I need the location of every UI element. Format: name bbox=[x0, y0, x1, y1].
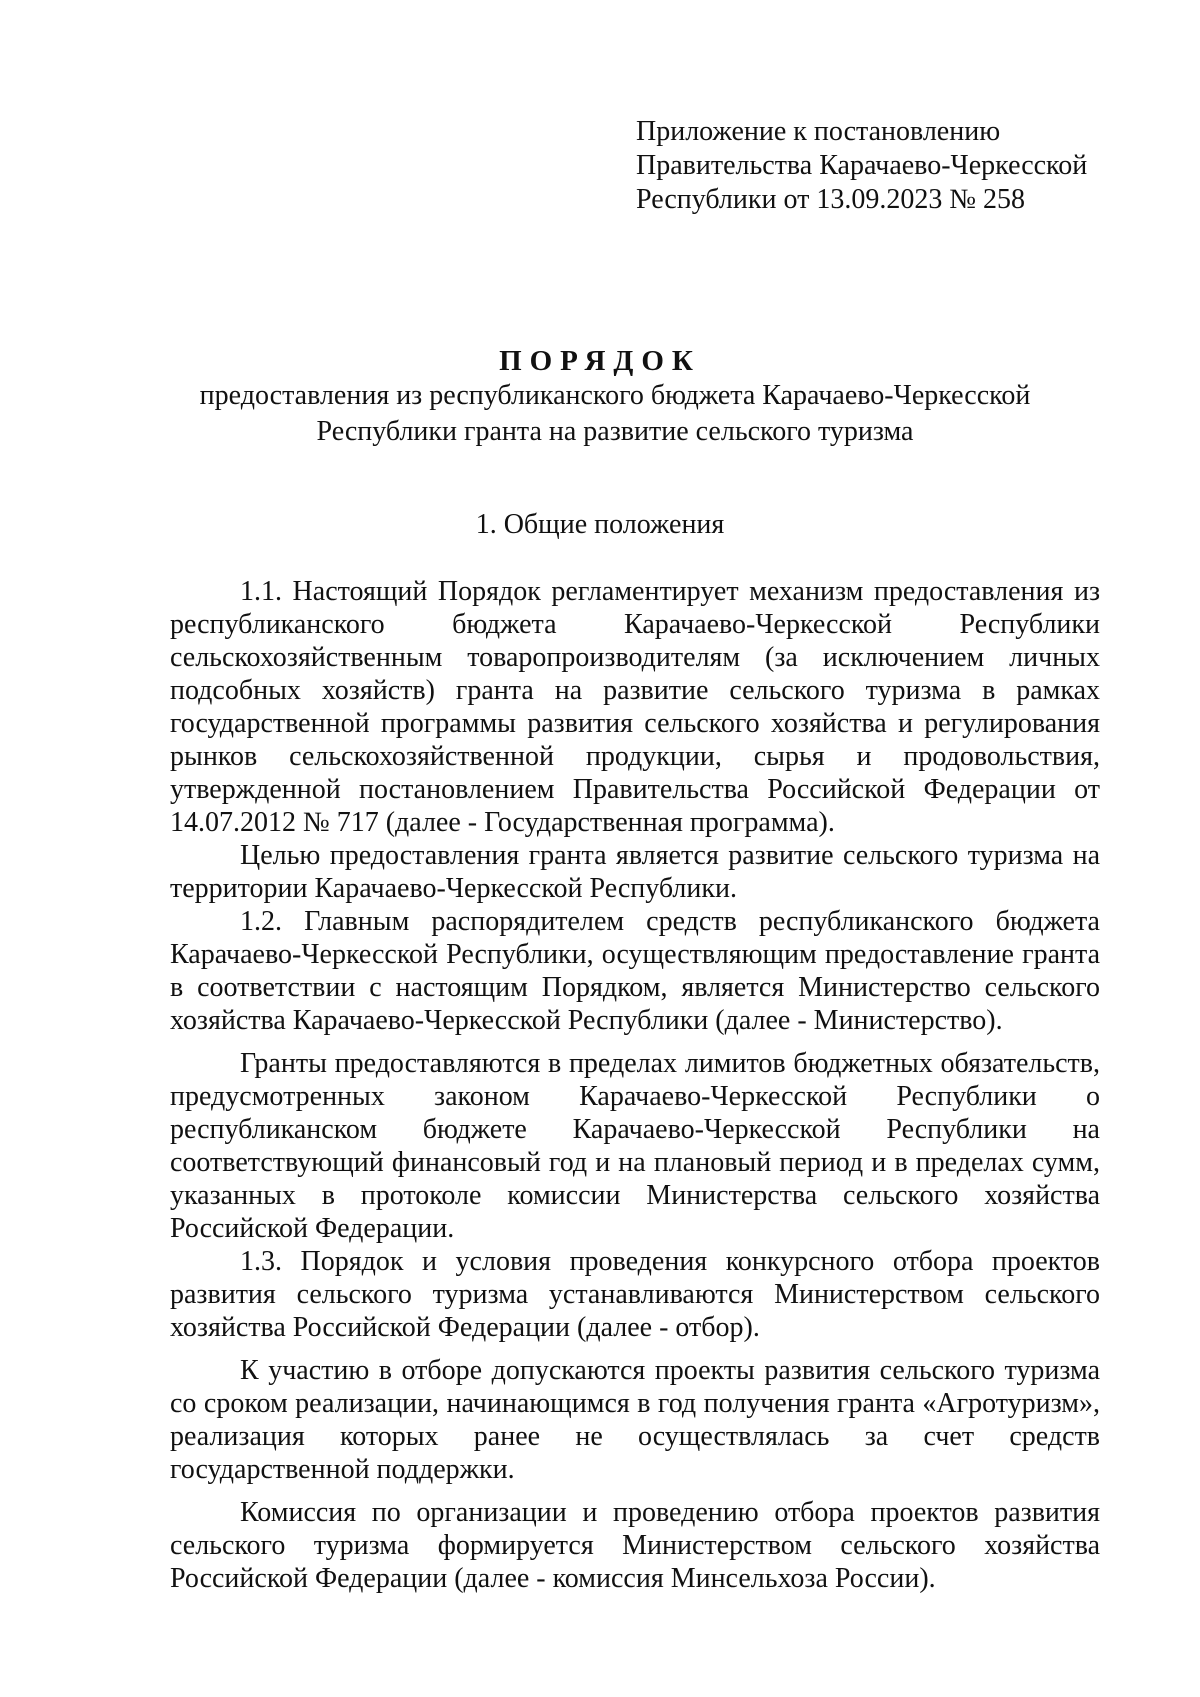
paragraph-1-1: 1.1. Настоящий Порядок регламентирует механизм предоставления из республиканского бюджета Карачаево-Черкесской Республики сельскохозяйственным товаропроизводителям (за исключением личных подсобных хозяйств) гранта на развитие сельского туризма в рамках государственной программы развития сельского хозяйства и регулирования рынков сельскохозяйственной продукции, сырья и продовольствия, утвержденной постановлением Правительства Российской Федерации от 14.07.2012 № 717 (далее - Государственная программа). bbox=[170, 576, 1100, 838]
approval-line-3: Республики от 13.09.2023 № 258 bbox=[636, 184, 1026, 215]
subtitle-line-1: предоставления из республиканского бюджета Карачаево-Черкесской bbox=[199, 380, 1031, 411]
approval-line-1: Приложение к постановлению bbox=[636, 116, 1001, 147]
paragraph-commission: Комиссия по организации и проведению отбора проектов развития сельского туризма формируется Министерством сельского хозяйства Российской Федерации (далее - комиссия Минсельхоза России). bbox=[170, 1497, 1100, 1594]
section-title: 1. Общие положения bbox=[475, 509, 725, 540]
document-body bbox=[170, 575, 1100, 1595]
paragraph-1-3: 1.3. Порядок и условия проведения конкурсного отбора проектов развития сельского туризма устанавливаются Министерством сельского хозяйства Российской Федерации (далее - отбор). bbox=[170, 1246, 1100, 1343]
paragraph-grants-limits: Гранты предоставляются в пределах лимитов бюджетных обязательств, предусмотренных законом Карачаево-Черкесской Республики о республиканском бюджете Карачаево-Черкесской Республики на соответствующий финансовый год и на плановый период и в пределах сумм, указанных в протоколе комиссии Министерства сельского хозяйства Российской Федерации. bbox=[170, 1048, 1100, 1244]
paragraph-participation: К участию в отборе допускаются проекты развития сельского туризма со сроком реализации, начинающимся в год получения гранта «Агротуризм», реализация которых ранее не осуществлялась за счет средств государственной поддержки. bbox=[170, 1355, 1100, 1485]
approval-stamp bbox=[636, 115, 1156, 217]
approval-line-2: Правительства Карачаево-Черкесской bbox=[636, 150, 1088, 181]
document-subtitle bbox=[150, 378, 1080, 450]
subtitle-line-2: Республики гранта на развитие сельского туризма bbox=[316, 416, 914, 447]
paragraph-1-2: 1.2. Главным распорядителем средств республиканского бюджета Карачаево-Черкесской Республики, осуществляющим предоставление гранта в соответствии с настоящим Порядком, является Министерство сельского хозяйства Карачаево-Черкесской Республики (далее - Министерство). bbox=[170, 906, 1100, 1036]
document-title: ПОРЯДОК bbox=[499, 345, 701, 377]
paragraph-purpose: Целью предоставления гранта является развитие сельского туризма на территории Карачаево-Черкесской Республики. bbox=[170, 840, 1100, 904]
